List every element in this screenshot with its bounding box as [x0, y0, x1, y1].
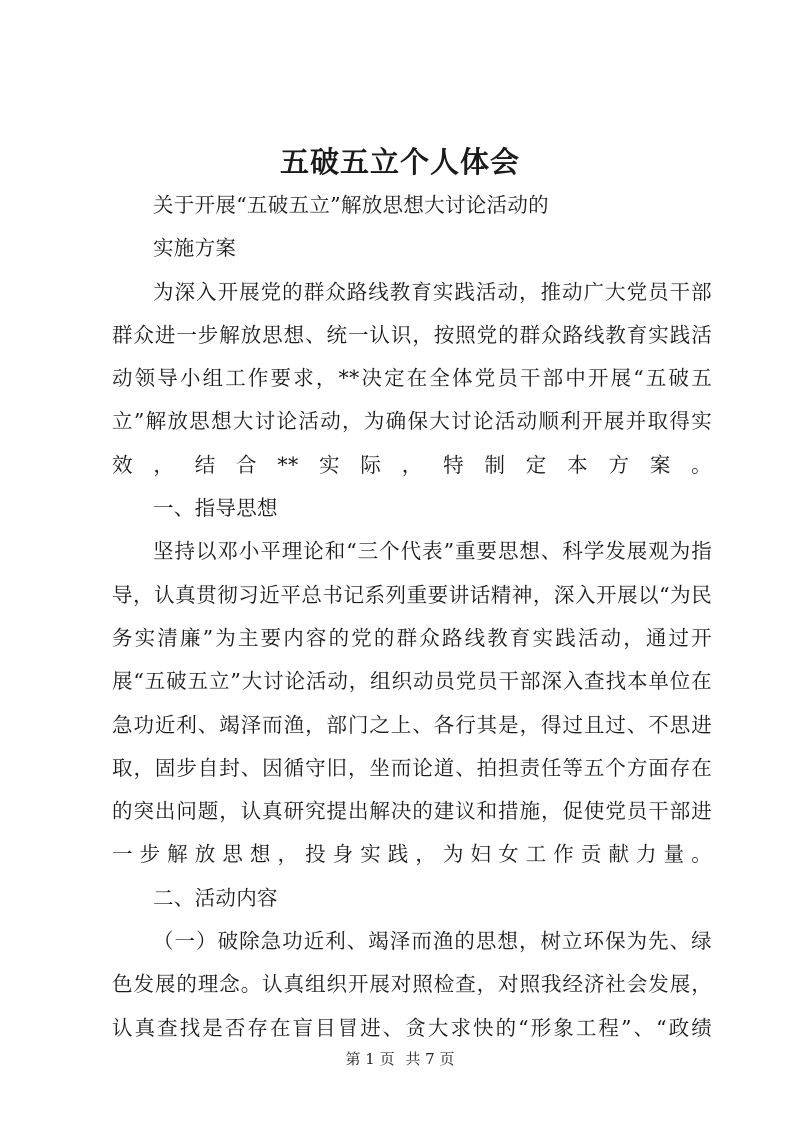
paragraph-intro: 为深入开展党的群众路线教育实践活动，推动广大党员干部群众进一步解放思想、统一认识，按照党的群众路线教育实践活动领导小组工作要求，**决定在全体党员干部中开展“五破五立”解放思想大讨论活动，为确保大讨论活动顺利开展并取得实效，结合**实际，特制定本方案。 [112, 279, 712, 477]
document-body [112, 184, 712, 1050]
subtitle-line-1: 关于开展“五破五立”解放思想大讨论活动的 [153, 193, 549, 217]
section-heading-activity-content: 二、活动内容 [153, 885, 278, 910]
page-total: 共 7 页 [405, 1050, 455, 1068]
section-heading-guiding-thought: 一、指导思想 [153, 496, 278, 521]
paragraph-guiding-thought: 坚持以邓小平理论和“三个代表”重要思想、科学发展观为指导，认真贯彻习近平总书记系列重要讲话精神，深入开展以“为民务实清廉”为主要内容的党的群众路线教育实践活动，通过开展“五破五立”大讨论活动，组织动员党员干部深入查找本单位在急功近利、竭泽而渔，部门之上、各行其是，得过且过、不思进取，固步自封、因循守旧，坐而论道、拍担责任等五个方面存在的突出问题，认真研究提出解决的建议和措施，促使党员干部进一步解放思想，投身实践，为妇女工作贡献力量。 [112, 539, 712, 867]
document-title: 五破五立个人体会 [279, 145, 520, 179]
subtitle-line-2: 实施方案 [153, 236, 237, 261]
paragraph-activity-item-1: （一）破除急功近利、竭泽而渔的思想，树立环保为先、绿色发展的理念。认真组织开展对照检查，对照我经济社会发展，认真查找是否存在盲目冒进、贪大求快的“形象工程”、“政绩 [112, 929, 712, 1040]
page-footer [0, 1048, 800, 1069]
page-number: 第 1 页 [345, 1050, 395, 1068]
